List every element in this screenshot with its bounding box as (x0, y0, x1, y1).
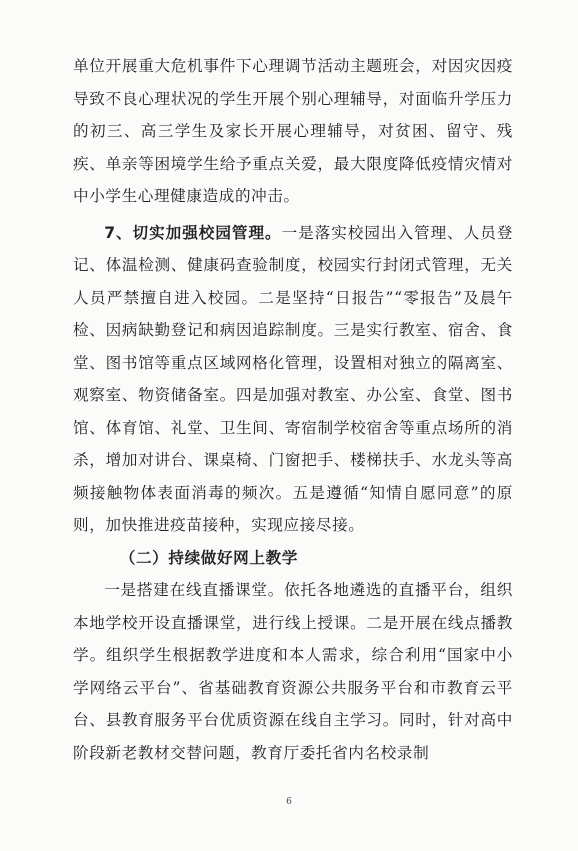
document-body (73, 50, 513, 769)
paragraph-online-teaching: 一是搭建在线直播课堂。依托各地遴选的直播平台，组织本地学校开设直播课堂，进行线上授课。二是开展在线点播教学。组织学生根据教学进度和本人需求，综合利用“国家中小学网络云平台”、省基础教育资源公共服务平台和市教育云平台、县教育服务平台优质资源在线自主学习。同时，针对高中阶段新老教材交替问题，教育厅委托省内名校录制 (73, 581, 513, 762)
paragraph-item-7 (73, 217, 513, 542)
item-7-title: 7、切实加强校园管理。 (104, 223, 282, 242)
page-number: 6 (286, 797, 292, 807)
item-7-body: 一是落实校园出入管理、人员登记、体温检测、健康码查验制度，校园实行封闭式管理，无关人员严禁擅自进入校园。二是坚持“日报告”“零报告”及晨午检、因病缺勤登记和病因追踪制度。三是实行教室、宿舍、食堂、图书馆等重点区域网格化管理，设置相对独立的隔离室、观察室、物资储备室。四是加强对教室、办公室、食堂、图书馆、体育馆、礼堂、卫生间、寄宿制学校宿舍等重点场所的消杀，增加对讲台、课桌椅、门窗把手、楼梯扶手、水龙头等高频接触物体表面消毒的频次。五是遵循“知情自愿同意”的原则，加快推进疫苗接种，实现应接尽接。 (73, 223, 514, 534)
section-heading: （二）持续做好网上教学 (119, 548, 298, 567)
paragraph-continuation: 单位开展重大危机事件下心理调节活动主题班会，对因灾因疫导致不良心理状况的学生开展个别心理辅导，对面临升学压力的初三、高三学生及家长开展心理辅导，对贫困、留守、残疾、单亲等困境学生给予重点关爱，最大限度降低疫情灾情对中小学生心理健康造成的冲击。 (73, 57, 513, 205)
